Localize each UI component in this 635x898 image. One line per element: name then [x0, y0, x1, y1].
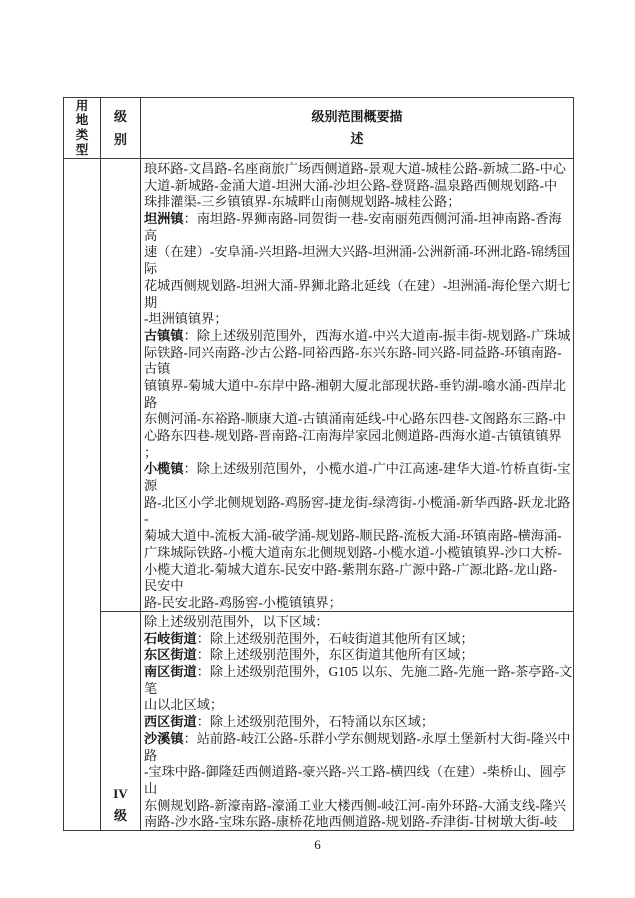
text-line: -坦洲镇镇界； [144, 311, 228, 327]
text-line: 东区街道：除上述级别范围外，东区街道其他所有区域； [144, 647, 474, 663]
land-grade-table [63, 97, 574, 831]
text-line: 广珠城际铁路-小榄大道南东北侧规划路-小榄水道-小榄镇镇界-沙口大桥- [144, 544, 562, 560]
text-line: 大道-新城路-金涌大道-坦洲大涌-沙坦公路-登贤路-温泉路西侧规划路-中 [144, 177, 558, 193]
text-line: 小榄大道北-菊城大道东-民安中路-紫荆东路-广源中路-广源北路-龙山路- [144, 561, 558, 577]
header-grade-range-line: 级别范围概要描 [311, 109, 403, 124]
header-land-use-type-char: 类 [75, 128, 89, 142]
text-line: 南区街道：除上述级别范围外，G105 以东、先施二路-先施一路-茶亭路-文 [144, 664, 573, 680]
header-grade-char: 别 [113, 132, 127, 147]
text-line: 小榄镇：除上述级别范围外，小榄水道-广中江高速-建华大道-竹桥直街-宝 [144, 461, 571, 477]
text-line: 际 [144, 261, 158, 277]
text-line: 坦洲镇：南坦路-界狮南路-同贺街一巷-安南丽苑西侧河涌-坦神南路-香海 [144, 211, 562, 227]
text-line: 际铁路-同兴南路-沙古公路-同裕西路-东兴东路-同兴路-同益路-环镇南路- [144, 344, 562, 360]
text-line: 路 [144, 394, 158, 410]
text-line: - [144, 511, 149, 527]
text-line: 心路东四巷-规划路-晋南路-江南海岸家园北侧道路-西海水道-古镇镇镇界 [144, 428, 562, 443]
text-line: 山以北区域； [144, 697, 224, 713]
text-line: 镇镇界-菊城大道中-东岸中路-湘朝大厦北部现状路-垂钓湖-噏水涌-西岸北 [144, 377, 566, 393]
text-line: 山 [144, 780, 158, 796]
grade-label-line: IV [113, 786, 128, 801]
grade-cell-row2-iv [101, 612, 141, 830]
land-use-type-body-cell [64, 159, 101, 830]
text-line: 花城西侧规划路-坦洲大涌-界狮北路北延线（在建）-坦洲涌-海伦堡六期七 [144, 277, 571, 293]
text-line: 东侧规划路-新濠南路-濠涌工业大楼西侧-岐江河-南外环路-大涌支线-隆兴 [144, 797, 566, 813]
text-line: 路 [144, 747, 158, 763]
text-line: 西区街道：除上述级别范围外，石特涌以东区域； [144, 714, 435, 730]
text-line: 高 [144, 227, 158, 243]
grade-cell-row1 [101, 159, 141, 612]
text-line: 路-北区小学北侧规划路-鸡肠窖-捷龙街-绿湾街-小榄涌-新华西路-跃龙北路 [144, 494, 571, 510]
text-line: -宝珠中路-御隆廷西侧道路-豪兴路-兴工路-横四线（在建）-柴桥山、圆亭 [144, 764, 566, 780]
text-line: 石岐街道：除上述级别范围外，石岐街道其他所有区域； [144, 630, 474, 646]
header-land-use-type-char: 地 [75, 113, 89, 128]
text-line: 速（在建）-安阜涌-兴坦路-坦洲大兴路-坦洲涌-公洲新涌-环洲北路-锦绣国 [144, 244, 571, 260]
header-grade-char: 级 [113, 109, 127, 124]
header-grade-range-line: 述 [350, 131, 364, 146]
grade-label-line: 级 [113, 808, 127, 823]
text-line: 路-民安北路-鸡肠窖-小榄镇镇界； [144, 594, 342, 610]
text-line: 古镇 [144, 361, 171, 377]
text-line: 期 [144, 294, 158, 310]
page-number: 6 [314, 837, 321, 852]
text-line: 古镇镇：除上述级别范围外，西海水道-中兴大道南-振丰街-规划路-广珠城 [144, 327, 571, 343]
text-line: 东侧河涌-东裕路-顺康大道-古镇涌南延线-中心路东四巷-文阁路东三路-中 [144, 411, 566, 427]
header-land-use-type-char: 用 [75, 98, 89, 113]
text-line: ； [144, 444, 158, 460]
header-land-use-type-char: 型 [75, 142, 89, 157]
text-line: 南路-沙水路-宝珠东路-康桥花地西侧道路-规划路-乔津街-甘树墩大街-岐 [144, 814, 558, 830]
description-cell-row2 [141, 612, 573, 830]
text-line: 菊城大道中-流板大涌-破学涌-规划路-顺民路-流板大涌-环镇南路-横海涌- [144, 528, 562, 544]
text-line: 沙溪镇：站前路-岐江公路-乐群小学东侧规划路-永厚土堡新村大街-隆兴中 [144, 730, 571, 746]
text-line: 琅环路-文昌路-名座商旅广场西侧道路-景观大道-城桂公路-新城二路-中心 [144, 161, 566, 176]
text-line: 笔 [144, 680, 158, 696]
description-cell-row1 [141, 159, 573, 612]
text-line: 源 [144, 478, 158, 494]
header-land-use-type [64, 98, 101, 159]
text-line: 民安中 [144, 578, 184, 594]
text-line: 除上述级别范围外，以下区域： [144, 614, 329, 629]
header-grade-range-description [141, 98, 573, 159]
header-grade [101, 98, 141, 159]
text-line: 珠排灌渠-三乡镇镇界-东城畔山南侧规划路-城桂公路； [144, 194, 461, 210]
